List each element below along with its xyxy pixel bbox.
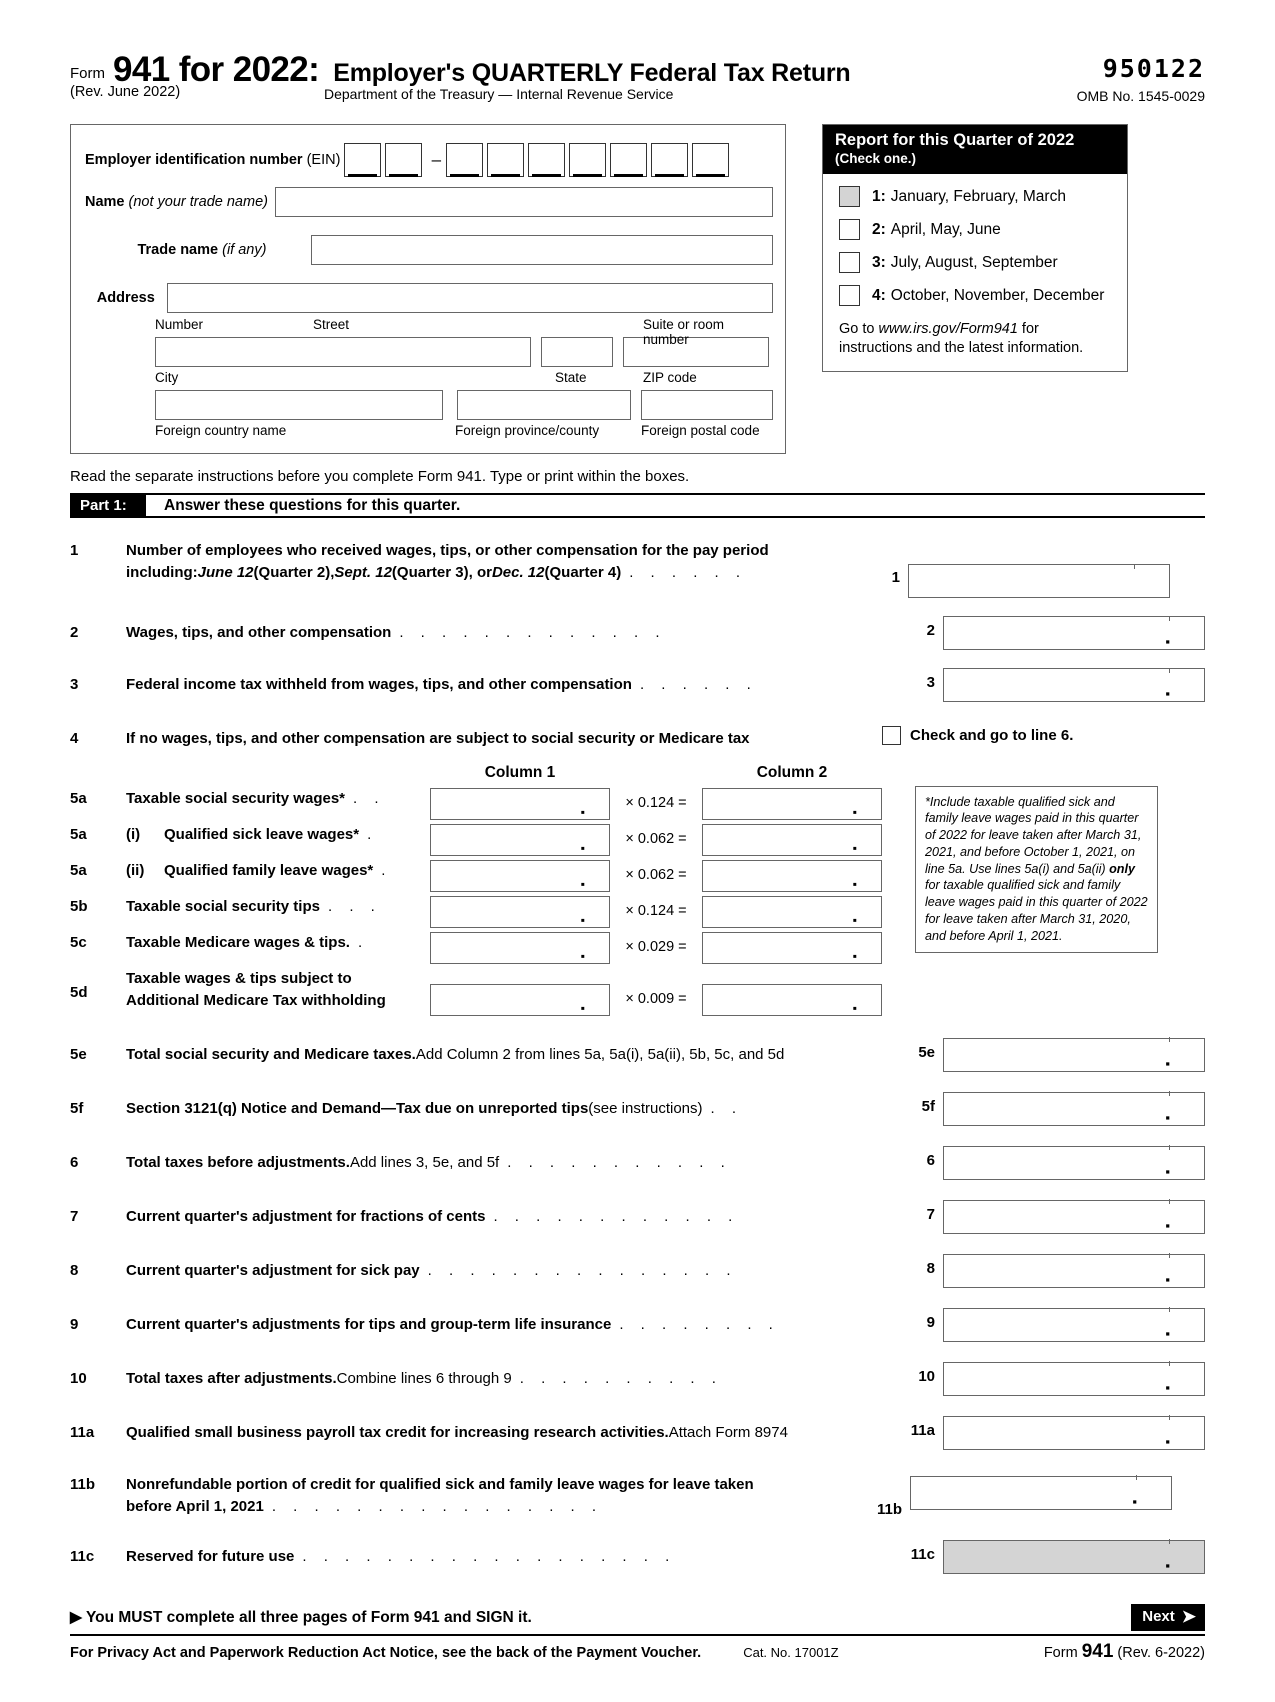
line-11a-ref: 11a: [910, 1421, 935, 1439]
ein-label: Employer identification number (EIN): [85, 152, 341, 168]
line-3-row: [70, 674, 1205, 702]
line-5b-column2-input[interactable]: [702, 896, 882, 928]
line-6-label-bold: Total taxes before adjustments.: [126, 1153, 350, 1171]
line-4-row: [70, 728, 1205, 750]
form-lines: [70, 540, 1205, 1574]
line-2-leaders: . . . . . . . . . . . . .: [399, 624, 666, 641]
ein-dash: –: [431, 150, 442, 169]
identification-area: [70, 124, 1205, 454]
line-11a-text: [126, 1422, 899, 1444]
line-5d-text-a: Taxable wages & tips subject to: [126, 969, 352, 987]
address-label: Address: [96, 290, 155, 306]
address-row: [85, 283, 773, 313]
line-4-check-group[interactable]: [882, 726, 1073, 745]
line-1-b-m2: (Quarter 3), or: [391, 563, 492, 581]
line-1-text-a: Number of employees who received wages, tips, or other compensation for the pay period: [126, 542, 769, 559]
line-1-b-pre: including:: [126, 563, 198, 581]
line-10-row: [70, 1368, 1205, 1396]
line-1-text: [126, 540, 874, 584]
line-1-date-3: Dec. 12: [491, 563, 545, 581]
line-11b-number: 11b: [70, 1475, 96, 1493]
line-5a-column1-input[interactable]: [430, 788, 610, 820]
foreign-address-inputs: [155, 390, 773, 420]
line-5d-row: [70, 968, 1205, 1016]
ein-digit-5[interactable]: [528, 143, 565, 177]
form-number-year: 941 for 2022:: [113, 50, 320, 89]
quarter-option-2[interactable]: [839, 219, 1127, 240]
ein-digit-7[interactable]: [610, 143, 647, 177]
privacy-act-notice: For Privacy Act and Paperwork Reduction Act Notice, see the back of the Payment Voucher.: [70, 1644, 702, 1661]
line-5ai-column1-input[interactable]: [430, 824, 610, 856]
line-7-label-bold: Current quarter's adjustment for fractions of cents: [126, 1207, 486, 1225]
footer-form-revision: (Rev. 6-2022): [1117, 1644, 1205, 1661]
line-11c-input: [943, 1540, 1205, 1574]
line-9-label-bold: Current quarter's adjustments for tips and group-term life insurance: [126, 1315, 612, 1333]
footer-form-number: 941: [1081, 1640, 1114, 1662]
line-1-input[interactable]: [908, 564, 1170, 598]
line-5c-text: [126, 932, 430, 954]
line-8-text: [126, 1260, 909, 1282]
line-11b-text-a: Nonrefundable portion of credit for qualified sick and family leave wages for leave taken: [126, 1475, 754, 1493]
line-5b-column1-input[interactable]: [430, 896, 610, 928]
footnote-part-1: *Include taxable qualified sick and family leave wages paid in this quarter of 2022 for leave taken after March 31, 2021, and before October 1, 2021, on line 5a. Use lines 5a(i) and 5a(ii): [925, 794, 1142, 876]
must-complete-line: [70, 1604, 1205, 1636]
name-row: [85, 187, 773, 217]
checkbox-quarter-2[interactable]: [839, 219, 860, 240]
employer-info-box: [70, 124, 786, 454]
form-word-label: Form: [70, 65, 105, 82]
ein-digit-6[interactable]: [569, 143, 606, 177]
foreign-postal-input[interactable]: [641, 390, 773, 420]
arrow-right-icon: ▶: [70, 1608, 82, 1626]
line-11a-label-bold: Qualified small business payroll tax credit for increasing research activities.: [126, 1423, 669, 1441]
line-2-label: Wages, tips, and other compensation: [126, 624, 392, 641]
next-arrow-icon: ➤: [1181, 1606, 1196, 1626]
part-1-tag: Part 1:: [70, 495, 146, 516]
line-5c-column2-input[interactable]: [702, 932, 882, 964]
line-2-input[interactable]: [943, 616, 1205, 650]
line-5aii-column2-input[interactable]: [702, 860, 882, 892]
line-3-text: [126, 674, 909, 696]
line-1-b-m3: (Quarter 4): [544, 563, 622, 581]
line-6-input[interactable]: [943, 1146, 1205, 1180]
line-11b-label-b: before April 1, 2021: [126, 1497, 264, 1515]
line-5a-leaders: . .: [353, 789, 386, 807]
trade-name-label: Trade name (if any): [137, 242, 267, 258]
line-11c-row: [70, 1546, 1205, 1574]
line-2-ref: 2: [926, 622, 935, 639]
form-title: Employer's QUARTERLY Federal Tax Return: [333, 59, 851, 87]
line-5f-row: [70, 1098, 1205, 1126]
line-9-number: 9: [70, 1315, 79, 1333]
form-941-page: [0, 52, 1275, 1702]
line-7-ref: 7: [926, 1205, 935, 1223]
line-11b-leaders: . . . . . . . . . . . . . . . .: [271, 1497, 603, 1515]
line-5b-text: [126, 896, 430, 918]
quarter-2-label: April, May, June: [890, 220, 1001, 238]
line-5aii-column1-input[interactable]: [430, 860, 610, 892]
line-5d-text-b: Additional Medicare Tax withholding: [126, 992, 386, 1010]
line-11c-leaders: . . . . . . . . . . . . . . . . . .: [302, 1547, 676, 1565]
form-title-group: [70, 52, 851, 87]
line-5aii-sub: (ii): [126, 861, 145, 879]
state-input[interactable]: [541, 337, 613, 367]
line-5a-number: 5a: [70, 789, 87, 807]
line-11a-number: 11a: [70, 1423, 95, 1441]
line-5f-ref: 5f: [921, 1097, 935, 1115]
quarter-subheading: (Check one.): [835, 150, 917, 166]
omb-number: OMB No. 1545-0029: [1076, 88, 1205, 104]
line-5aii-rate: × 0.062 =: [625, 866, 687, 883]
irs-website-link[interactable]: www.irs.gov/Form941: [878, 321, 1018, 338]
line-1-row: [70, 540, 1205, 598]
quarter-selection-box: [822, 124, 1128, 372]
footnote-part-2: for taxable qualified sick and family leave wages paid in this quarter of 2022 for leave taken after March 31, 2020, and before April 1, 2021.: [925, 878, 1148, 943]
line-5ai-sub: (i): [126, 825, 141, 843]
quarter-option-1[interactable]: [839, 186, 1127, 207]
line-5e-label-reg: Add Column 2 from lines 5a, 5a(i), 5a(ii), 5b, 5c, and 5d: [415, 1045, 785, 1063]
ein-input-group[interactable]: [344, 143, 733, 177]
line-6-text: [126, 1152, 909, 1174]
line-1-date-2: Sept. 12: [334, 563, 392, 581]
line-2-text: [126, 622, 909, 644]
line-11c-number: 11c: [70, 1547, 95, 1565]
line-10-number: 10: [70, 1369, 87, 1387]
line-5ai-rate: × 0.062 =: [625, 830, 687, 847]
line-6-number: 6: [70, 1153, 79, 1171]
asterisk-footnote: [915, 786, 1158, 954]
caption-suite: Suite or room number: [643, 317, 725, 347]
line-5d-column2-input[interactable]: [702, 984, 882, 1016]
line-9-text: [126, 1314, 909, 1336]
line-7-input[interactable]: [943, 1200, 1205, 1234]
line-6-ref: 6: [926, 1151, 935, 1169]
line-5f-label-bold: Section 3121(q) Notice and Demand—Tax due on unreported tips: [126, 1099, 589, 1117]
line-5a-column2-input[interactable]: [702, 788, 882, 820]
address-captions-row-3: [155, 423, 773, 439]
trade-name-row: [85, 235, 773, 265]
line-4-check-label: Check and go to line 6.: [910, 727, 1074, 744]
line-3-leaders: . . . . . .: [639, 676, 758, 693]
line-5d-text: [126, 968, 430, 1013]
caption-foreign-postal: Foreign postal code: [641, 423, 760, 438]
line-7-leaders: . . . . . . . . . . . .: [493, 1207, 739, 1225]
quarter-heading: Report for this Quarter of 2022: [835, 131, 1075, 149]
quarter-option-3[interactable]: [839, 252, 1127, 273]
line-8-input[interactable]: [943, 1254, 1205, 1288]
bottom-footer-line: [70, 1641, 1205, 1663]
line-5c-leaders: .: [357, 933, 369, 951]
caption-city: City: [155, 370, 179, 385]
line-5ai-number: 5a: [70, 825, 87, 843]
footer-form-word: Form: [1043, 1644, 1078, 1661]
must-complete-label: You MUST complete all three pages of Form 941 and SIGN it.: [85, 1608, 532, 1626]
line-5e-label-bold: Total social security and Medicare taxes.: [126, 1045, 416, 1063]
line-8-row: [70, 1260, 1205, 1288]
checkbox-line-4[interactable]: [882, 726, 901, 745]
line-5aii-text: [126, 860, 430, 882]
line-11c-text: [126, 1546, 899, 1568]
line-5ai-column2-input[interactable]: [702, 824, 882, 856]
line-6-row: [70, 1152, 1205, 1180]
line-11a-label-reg: Attach Form 8974: [668, 1423, 788, 1441]
quarter-heading-bar: [823, 125, 1127, 174]
line-5e-input[interactable]: [943, 1038, 1205, 1072]
ocr-scanline-code: 950122: [1102, 54, 1205, 83]
line-11c-ref: 11c: [910, 1545, 935, 1563]
ein-digit-1[interactable]: [344, 143, 381, 177]
footnote-only-emphasis: only: [1109, 861, 1135, 876]
ein-digit-3[interactable]: [446, 143, 483, 177]
checkbox-quarter-3[interactable]: [839, 252, 860, 273]
catalog-number: Cat. No. 17001Z: [743, 1644, 839, 1660]
caption-state: State: [555, 370, 587, 385]
line-6-label-reg: Add lines 3, 5e, and 5f: [349, 1153, 500, 1171]
line-11a-row: [70, 1422, 1205, 1450]
line-1-b-m1: (Quarter 2),: [253, 563, 335, 581]
line-5f-input[interactable]: [943, 1092, 1205, 1126]
part-1-title: Answer these questions for this quarter.: [164, 496, 461, 514]
line-11c-label-bold: Reserved for future use: [126, 1547, 295, 1565]
line-3-ref: 3: [926, 674, 935, 691]
column-headers: [70, 764, 1205, 782]
line-5d-number: 5d: [70, 983, 88, 1001]
line-8-label-bold: Current quarter's adjustment for sick pay: [126, 1261, 420, 1279]
quarter-4-label: October, November, December: [890, 286, 1105, 304]
form-revision-date: (Rev. June 2022): [70, 84, 181, 100]
ein-row: [85, 143, 733, 177]
line-5c-number: 5c: [70, 933, 87, 951]
line-2-number: 2: [70, 624, 79, 641]
line-5ai-label: Qualified sick leave wages*: [164, 825, 360, 843]
line-3-number: 3: [70, 676, 79, 693]
address-captions-row-2: [155, 370, 773, 386]
line-5b-number: 5b: [70, 897, 88, 915]
caption-foreign-country: Foreign country name: [155, 423, 287, 438]
line-7-text: [126, 1206, 909, 1228]
footer-form-identifier: [1044, 1641, 1205, 1663]
quarter-1-label: January, February, March: [890, 187, 1066, 205]
line-1-date-1: June 12: [197, 563, 254, 581]
ein-digit-2[interactable]: [385, 143, 422, 177]
line-5d-column1-input[interactable]: [430, 984, 610, 1016]
issuing-department: Department of the Treasury — Internal Revenue Service: [324, 86, 674, 102]
line-5aii-leaders: .: [381, 861, 392, 879]
line-1-leaders: . . . . . .: [629, 563, 747, 581]
line-8-number: 8: [70, 1261, 79, 1279]
line-5e-number: 5e: [70, 1045, 87, 1063]
line-5b-leaders: . . .: [327, 897, 382, 915]
line-10-label-reg: Combine lines 6 through 9: [336, 1369, 512, 1387]
address-street-input[interactable]: [167, 283, 773, 313]
address-captions-row-1: [155, 317, 773, 347]
line-4-text: If no wages, tips, and other compensation are subject to social security or Medicare tax: [126, 730, 750, 747]
line-1-ref: 1: [891, 569, 900, 586]
quarter-4-number: 4:: [872, 286, 886, 304]
line-5e-text: [126, 1044, 909, 1066]
line-11a-input[interactable]: [943, 1416, 1205, 1450]
ein-digit-4[interactable]: [487, 143, 524, 177]
line-5b-label: Taxable social security tips: [126, 897, 320, 915]
read-instructions-text: Read the separate instructions before you complete Form 941. Type or print within the boxes.: [70, 468, 690, 485]
foreign-country-input[interactable]: [155, 390, 443, 420]
must-complete-text: [70, 1608, 532, 1627]
line-5c-rate: × 0.029 =: [625, 938, 687, 955]
next-button-label: Next: [1142, 1608, 1175, 1626]
line-8-ref: 8: [926, 1259, 935, 1277]
line-2-row: [70, 622, 1205, 650]
line-5a-label: Taxable social security wages*: [126, 789, 346, 807]
line-11b-input[interactable]: [910, 1476, 1172, 1510]
line-5e-row: [70, 1044, 1205, 1072]
trade-name-input[interactable]: [311, 235, 773, 265]
quarter-3-number: 3:: [872, 253, 886, 271]
line-11b-row: [70, 1474, 1205, 1518]
line-3-input[interactable]: [943, 668, 1205, 702]
line-1-number: 1: [70, 542, 79, 559]
line-9-input[interactable]: [943, 1308, 1205, 1342]
line-7-number: 7: [70, 1207, 79, 1225]
line-9-leaders: . . . . . . . .: [619, 1315, 780, 1333]
quarter-1-number: 1:: [872, 187, 886, 205]
line-5b-rate: × 0.124 =: [625, 902, 687, 919]
line-6-leaders: . . . . . . . . . . .: [507, 1153, 732, 1171]
column-1-header: Column 1: [484, 763, 556, 781]
caption-street: Street: [313, 317, 350, 332]
address-sublines: [155, 315, 773, 443]
checkbox-quarter-1[interactable]: [839, 186, 860, 207]
name-input[interactable]: [275, 187, 773, 217]
line-10-label-bold: Total taxes after adjustments.: [126, 1369, 337, 1387]
part-1-header-bar: [70, 493, 1205, 518]
name-label: Name (not your trade name): [85, 194, 268, 210]
ein-digit-8[interactable]: [651, 143, 688, 177]
irs-instructions-note: [839, 320, 1111, 358]
line-5aii-label: Qualified family leave wages*: [164, 861, 374, 879]
line-5aii-number: 5a: [70, 861, 87, 879]
city-input[interactable]: [155, 337, 531, 367]
line-5f-number: 5f: [70, 1099, 84, 1117]
line-5f-leaders: . .: [710, 1099, 743, 1117]
quarter-3-label: July, August, September: [890, 253, 1058, 271]
line-5ai-text: [126, 824, 430, 846]
line-5-block: [70, 788, 1205, 1016]
caption-zip: ZIP code: [643, 370, 697, 385]
line-9-row: [70, 1314, 1205, 1342]
checkbox-quarter-4[interactable]: [839, 285, 860, 306]
line-5ai-leaders: .: [367, 825, 378, 843]
next-button[interactable]: [1131, 1604, 1205, 1631]
ein-digit-9[interactable]: [692, 143, 729, 177]
line-10-text: [126, 1368, 909, 1390]
line-10-leaders: . . . . . . . . . .: [519, 1369, 723, 1387]
caption-number: Number: [155, 317, 204, 332]
line-11b-text-b: [126, 1496, 866, 1518]
line-1-text-b: [126, 562, 874, 584]
line-5c-column1-input[interactable]: [430, 932, 610, 964]
line-3-label: Federal income tax withheld from wages, tips, and other compensation: [126, 676, 632, 693]
line-7-row: [70, 1206, 1205, 1234]
line-11b-ref: 11b: [876, 1500, 902, 1518]
line-5d-rate: × 0.009 =: [625, 990, 687, 1007]
column-2-header: Column 2: [756, 763, 828, 781]
line-5f-label-reg: (see instructions): [588, 1099, 703, 1117]
line-5c-label: Taxable Medicare wages & tips.: [126, 933, 350, 951]
line-5e-ref: 5e: [918, 1043, 935, 1061]
line-10-input[interactable]: [943, 1362, 1205, 1396]
line-11b-text: [126, 1474, 866, 1518]
quarter-2-number: 2:: [872, 220, 886, 238]
line-5f-text: [126, 1098, 909, 1120]
line-5a-text: [126, 788, 430, 810]
line-8-leaders: . . . . . . . . . . . . . . .: [427, 1261, 738, 1279]
line-9-ref: 9: [926, 1313, 935, 1331]
caption-foreign-province: Foreign province/county: [455, 423, 600, 438]
line-10-ref: 10: [918, 1367, 935, 1385]
form-header: [0, 52, 1275, 114]
note-prefix: Go to: [839, 321, 879, 338]
line-5a-rate: × 0.124 =: [625, 794, 687, 811]
note-suffix: for instructions and the latest information.: [839, 321, 1084, 356]
quarter-option-4[interactable]: [839, 285, 1127, 306]
line-4-number: 4: [70, 730, 79, 747]
foreign-province-input[interactable]: [457, 390, 631, 420]
